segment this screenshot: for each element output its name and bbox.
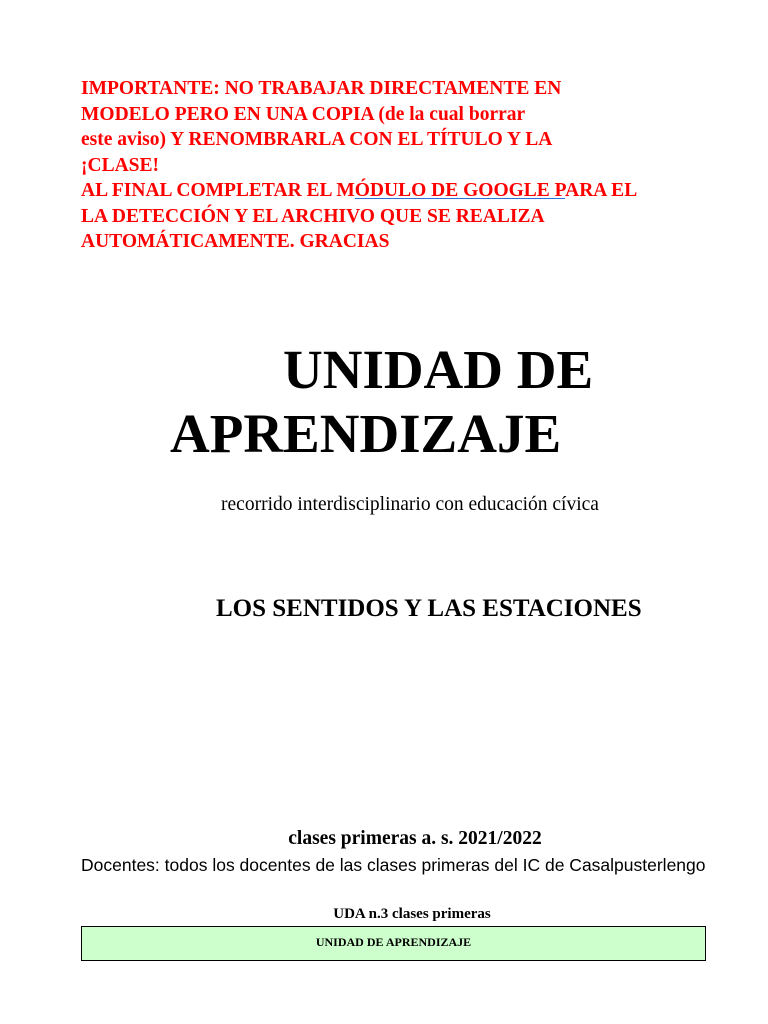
uda-table-header-label: UNIDAD DE APRENDIZAJE	[315, 935, 472, 949]
warning-line: MODELO PERO EN UNA COPIA (de la cual borrar	[81, 103, 526, 125]
warning-text: AL FINAL COMPLETAR EL M	[81, 180, 355, 201]
warning-line: AUTOMÁTICAMENTE. GRACIAS	[81, 231, 390, 252]
warning-text: ARA EL	[565, 180, 638, 201]
unit-topic: LOS SENTIDOS Y LAS ESTACIONES	[216, 595, 642, 622]
warning-line: ¡CLASE!	[81, 154, 160, 176]
title-line: APRENDIZAJE	[170, 403, 562, 464]
document-subtitle: recorrido interdisciplinario con educación cívica	[221, 494, 599, 515]
uda-table-header	[81, 926, 706, 961]
warning-line-with-link	[81, 178, 721, 204]
teachers-line: Docentes: todos los docentes de las clases primeras del IC de Casalpusterlengo	[81, 855, 706, 875]
warning-line: LA DETECCIÓN Y EL ARCHIVO QUE SE REALIZA	[81, 205, 545, 227]
uda-heading: UDA n.3 clases primeras	[333, 906, 491, 922]
school-year-classes: clases primeras a. s. 2021/2022	[288, 828, 542, 849]
warning-notice	[81, 76, 721, 255]
warning-line: este aviso) Y RENOMBRARLA CON EL TÍTULO Y LA	[81, 129, 553, 150]
google-module-link[interactable]: ÓDULO DE GOOGLE P	[354, 180, 566, 201]
warning-line: IMPORTANTE: NO TRABAJAR DIRECTAMENTE EN	[81, 78, 562, 99]
document-title	[170, 338, 730, 466]
title-line: UNIDAD DE	[283, 339, 594, 400]
